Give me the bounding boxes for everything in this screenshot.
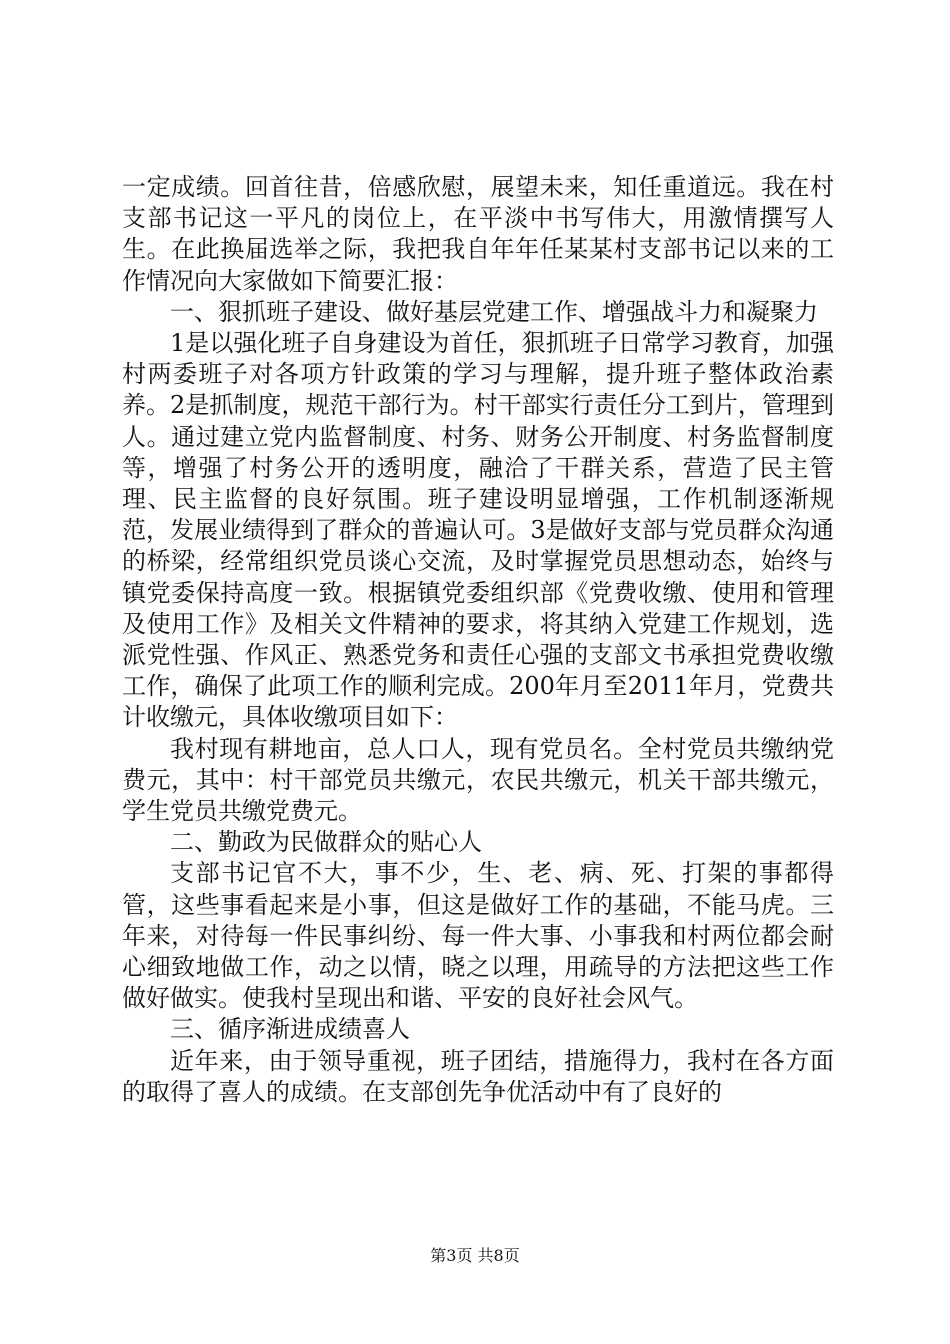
heading-section-three: 三、循序渐进成绩喜人 [170, 1015, 410, 1044]
heading-section-one: 一、狠抓班子建设、做好基层党建工作、增强战斗力和凝聚力 [170, 297, 818, 326]
page-number-footer: 第3页 共8页 [430, 1246, 520, 1265]
paragraph-village-stats: 我村现有耕地亩，总人口人，现有党员名。全村党员共缴纳党费元，其中：村干部党员共缴元，农民共缴元，机关干部共缴元，学生党员共缴党费元。 [122, 734, 834, 826]
paragraph-team-building: 1是以强化班子自身建设为首任，狠抓班子日常学习教育，加强村两委班子对各项方针政策的学习与理解，提升班子整体政治素养。2是抓制度，规范干部行为。村干部实行责任分工到片，管理到人。通过建立党内监督制度、村务、财务公开制度、村务监督制度等，增强了村务公开的透明度，融洽了干群关系，营造了民主管理、民主监督的良好氛围。班子建设明显增强，工作机制逐渐规范，发展业绩得到了群众的普遍认可。3是做好支部与党员群众沟通的桥梁，经常组织党员谈心交流，及时掌握党员思想动态，始终与镇党委保持高度一致。根据镇党委组织部《党费收缴、使用和管理及使用工作》及相关文件精神的要求，将其纳入党建工作规划，选派党性强、作风正、熟悉党务和责任心强的支部文书承担党费收缴工作，确保了此项工作的顺利完成。200年月至2011年月，党费共计收缴元，具体收缴项目如下： [122, 329, 834, 732]
paragraph-intro: 一定成绩。回首往昔，倍感欣慰，展望未来，知任重道远。我在村支部书记这一平凡的岗位上，在平淡中书写伟大，用激情撰写人生。在此换届选举之际，我把我自年年任某某村支部书记以来的工作情况向大家做如下简要汇报： [122, 173, 834, 295]
paragraph-serve-people: 支部书记官不大，事不少，生、老、病、死、打架的事都得管，这些事看起来是小事，但这是做好工作的基础，不能马虎。三年来，对待每一件民事纠纷、每一件大事、小事我和村两位都会耐心细致地做工作，动之以情，晓之以理，用疏导的方法把这些工作做好做实。使我村呈现出和谐、平安的良好社会风气。 [122, 859, 834, 1013]
heading-section-two: 二、勤政为民做群众的贴心人 [170, 828, 482, 857]
paragraph-achievements: 近年来，由于领导重视，班子团结，措施得力，我村在各方面的取得了喜人的成绩。在支部创先争优活动中有了良好的 [122, 1046, 834, 1106]
document-body [122, 172, 834, 1108]
